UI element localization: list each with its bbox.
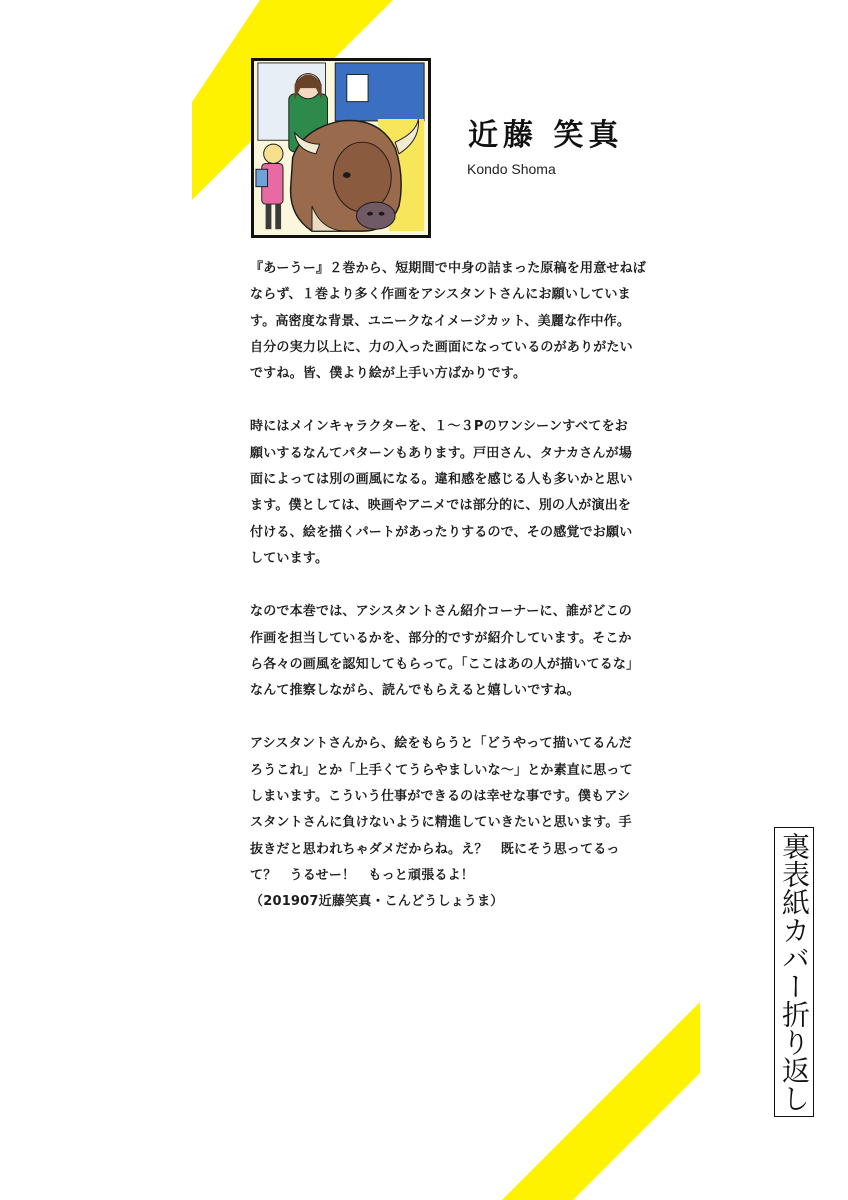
text-line: ろうこれ」とか「上手くてうらやましいな～」とか素直に思って: [250, 762, 633, 778]
paragraph: [250, 256, 650, 387]
author-self-portrait-bison-icon: [254, 61, 428, 235]
author-comment: [250, 256, 650, 943]
text-line: ならず、１巻より多く作画をアシスタントさんにお願いしていま: [250, 287, 631, 303]
author-name: 近藤 笑真: [468, 118, 624, 153]
text-line: しまいます。こういう仕事ができるのは幸せな事です。僕もアシ: [250, 789, 631, 805]
text-line: ます。僕としては、映画やアニメでは部分的に、別の人が演出を: [250, 498, 632, 514]
paragraph: [250, 731, 650, 915]
text-line: 自分の実力以上に、力の入った画面になっているのがありがたい: [250, 339, 633, 355]
text-line: アシスタントさんから、絵をもらうと「どうやって描いてるんだ: [250, 736, 632, 752]
text-line: スタントさんに負けないように精進していきたいと思います。手: [250, 815, 632, 831]
text-line: す。高密度な背景、ユニークなイメージカット、美麗な作中作。: [250, 313, 631, 329]
author-name-romaji: Kondo Shoma: [467, 161, 556, 177]
text-line: 付ける、絵を描くパートがあったりするので、その感覚でお願い: [250, 524, 633, 540]
paragraph: [250, 414, 650, 572]
text-line: ですね。皆、僕より絵が上手い方ばかりです。: [250, 366, 527, 382]
text-line: て？ うるせー！ もっと頑張るよ！: [250, 867, 475, 883]
text-line: なので本巻では、アシスタントさん紹介コーナーに、誰がどこの: [250, 604, 632, 620]
text-line: ら各々の画風を認知してもらって。「ここはあの人が描いてるな」: [250, 656, 640, 672]
author-portrait: [251, 58, 431, 238]
text-line: しています。: [250, 550, 329, 566]
paragraph: [250, 599, 650, 704]
cover-flap-label: 裏表紙カバー折り返し: [774, 827, 814, 1117]
text-line: （201907近藤笑真・こんどうしょうま）: [250, 894, 504, 910]
text-line: なんて推察しながら、読んでもらえると嬉しいですね。: [250, 683, 581, 699]
text-line: 作画を担当しているかを、部分的ですが紹介しています。そこか: [250, 630, 632, 646]
text-line: 願いするなんてパターンもあります。戸田さん、タナカさんが場: [250, 445, 633, 461]
text-line: 時にはメインキャラクターを、１～３Pのワンシーンすべてをお: [250, 419, 628, 435]
text-line: 『あーうー』２巻から、短期間で中身の詰まった原稿を用意せねば: [250, 261, 647, 276]
text-line: 抜きだと思われちゃダメだからね。え？ 既にそう思ってるっ: [250, 841, 620, 857]
bottom-right-stripe: [502, 1002, 700, 1200]
text-line: 面によっては別の画風になる。違和感を感じる人も多いかと思い: [250, 472, 633, 488]
